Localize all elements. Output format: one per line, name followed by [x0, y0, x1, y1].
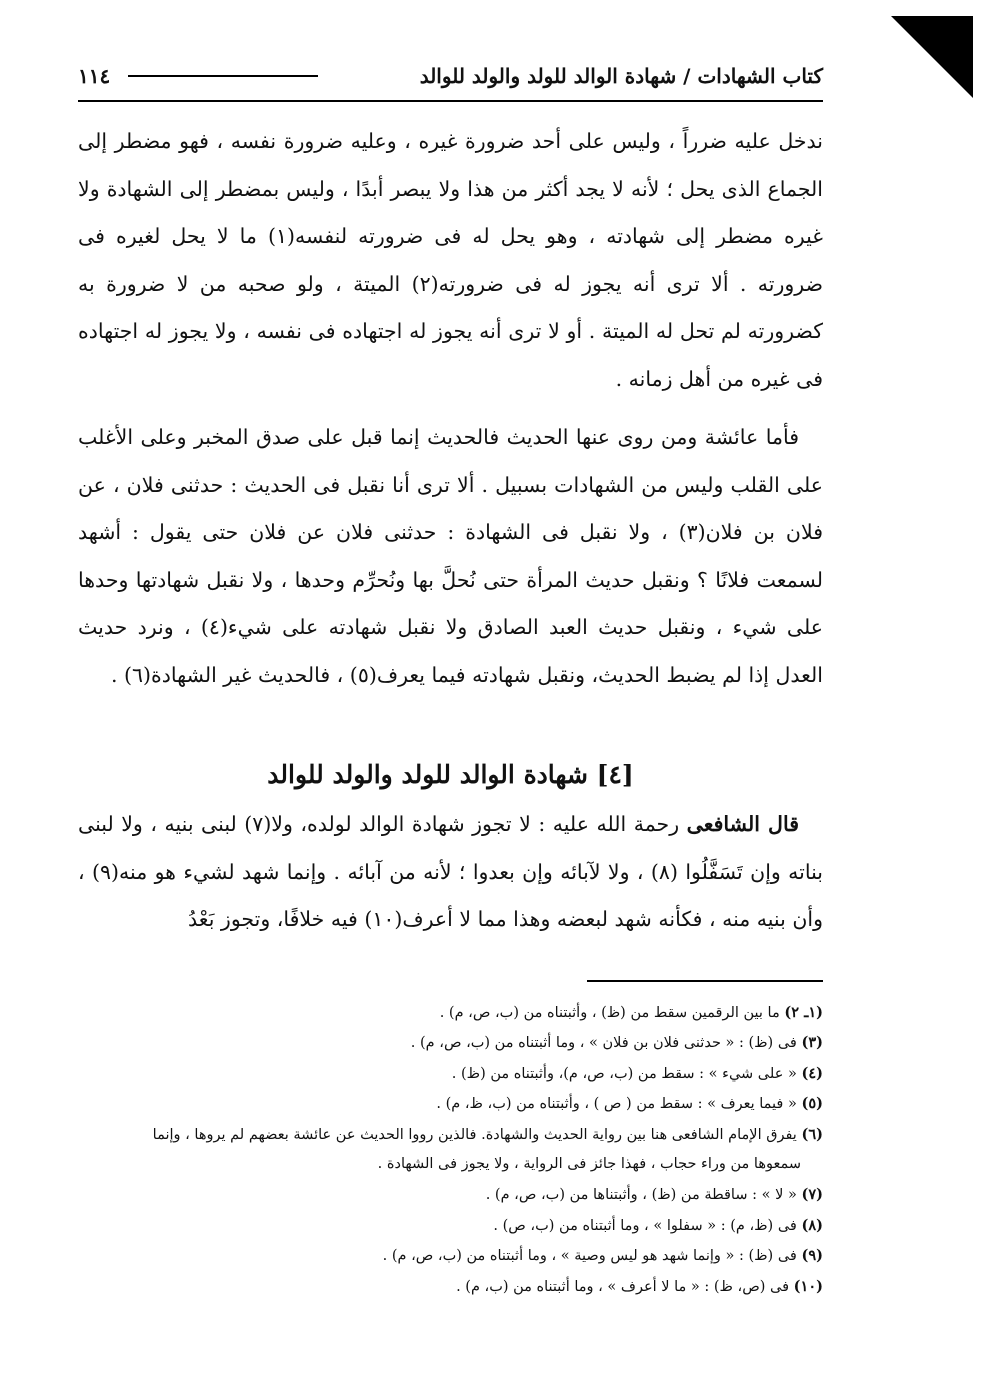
- footnote-3: [78, 1028, 823, 1059]
- footnote-8: [78, 1211, 823, 1242]
- page: [78, 56, 823, 1302]
- footnote-text: فى (ص، ظ) : « ما لا أعرف » ، وما أثبتناه من (ب، م) .: [456, 1278, 790, 1295]
- footnote-text: فى (ظ) : « حدثنى فلان بن فلان » ، وما أثبتناه من (ب، ص، م) .: [410, 1035, 797, 1052]
- footnote-number: (٥): [801, 1095, 823, 1113]
- section-text: رحمة الله عليه : لا تجوز شهادة الوالد لولده، ولا(٧) لبنى بنيه ، ولا لبنى بناته وإن تَسَفَّلُوا (٨) ، ولا لآبائه وإن بعدوا ؛ لأنه من آبائه . وإنما شهد لشيء هو منه(٩) ، وأن بنيه منه ، فكأنه شهد لبعضه وهذا مما لا أعرف(١٠) فيه خلافًا، وتجوز بَعْدُ: [78, 812, 824, 931]
- footnote-divider: [587, 980, 823, 982]
- footnote-text: « لا » : ساقطة من (ظ) ، وأثبتناها من (ب، ص، م) .: [485, 1187, 797, 1204]
- footnote-4: [78, 1059, 823, 1090]
- footnote-number: (٤): [801, 1064, 823, 1082]
- footnote-6: [78, 1120, 823, 1151]
- footnote-number: (٦): [801, 1125, 823, 1143]
- running-head-title: كتاب الشهادات / شهادة الوالد للولد والولد للوالد: [419, 64, 823, 88]
- footnote-text: ما بين الرقمين سقط من (ظ) ، وأثبتناه من (ب، ص، م) .: [439, 1004, 780, 1021]
- footnote-10: [78, 1272, 823, 1303]
- paragraph-1: ندخل عليه ضرراً ، وليس على أحد ضرورة غيره ، وعليه ضرورة نفسه ، فهو مضطر إلى الجماع الذى يحل ؛ لأنه لا يجد أكثر من هذا ولا يبصر أبدًا ، وليس بمضطر إلى الشهادة ولا غيره مضطر إلى شهادته ، وهو يحل له فى ضرورته لنفسه(١) ما لا يحل لغيره فى ضرورته . ألا ترى أنه يجوز له فى ضرورته(٢) الميتة ، ولو صحبه من لا ضرورة به كضرورته لم تحل له الميتة . أو لا ترى أنه يجوز له اجتهاده فى نفسه ، ولا يجوز له اجتهاده فى غيره من أهل زمانه .: [78, 129, 824, 391]
- section-heading: [٤] شهادة الوالد للولد والولد للوالد: [267, 760, 634, 789]
- page-corner-mark: [891, 16, 973, 98]
- footnote-5: [78, 1089, 823, 1120]
- footnote-7: [78, 1180, 823, 1211]
- footnote-number: (٩): [801, 1247, 823, 1265]
- footnotes: [78, 998, 823, 1303]
- footnote-number: (٨): [801, 1216, 823, 1234]
- section-paragraph: [78, 801, 823, 944]
- paragraph-2: فأما عائشة ومن روى عنها الحديث فالحديث إنما قبل على صدق المخبر وعلى الأغلب على القلب وليس من الشهادات بسبيل . ألا ترى أنا نقبل فى الحديث : حدثنى فلان ، عن فلان بن فلان(٣) ، ولا نقبل فى الشهادة : حدثنى فلان عن فلان حتى يقول : أشهد لسمعت فلانًا ؟ ونقبل حديث المرأة حتى نُحلَّ بها ونُحرِّم وحدها ، ولا نقبل شهادتها وحدها على شيء ، ونقبل حديث العبد الصادق ولا نقبل شهادته على شيء(٤) ، ونرد حديث العدل إذا لم يضبط الحديث، ونقبل شهادته فيما يعرف(٥) ، فالحديث غير الشهادة(٦) .: [78, 425, 823, 687]
- footnote-1-2: [78, 998, 823, 1029]
- running-head: [78, 56, 823, 102]
- footnote-text: يفرق الإمام الشافعى هنا بين رواية الحديث والشهادة. فالذين رووا الحديث عن عائشة بعضهم لم يروها ، وإنما: [152, 1126, 797, 1143]
- footnote-number: (١٠): [793, 1277, 823, 1295]
- footnote-text: « على شيء » : سقط من (ب، ص، م)، وأثبتناه من (ظ) .: [451, 1065, 797, 1082]
- footnote-number: (٣): [801, 1034, 823, 1052]
- footnote-9: [78, 1241, 823, 1272]
- section-lead: قال الشافعى: [686, 812, 799, 836]
- footnote-text: فى (ظ) : « وإنما شهد هو ليس وصية » ، وما أثبتناه من (ب، ص، م) .: [382, 1248, 797, 1265]
- footnote-number: (١ـ ٢): [784, 1003, 823, 1021]
- footnote-text: « فيما يعرف » : سقط من ( ص ) ، وأثبتناه من (ب، ظ، م) .: [436, 1096, 797, 1113]
- body-text: [78, 118, 823, 944]
- running-head-page: [78, 64, 328, 88]
- footnote-text: فى (ظ، م) : « سفلوا » ، وما أثبتناه من (ب، ص) .: [493, 1217, 797, 1234]
- page-number: ١١٤: [78, 64, 111, 88]
- footnote-number: (٧): [801, 1186, 823, 1204]
- footnote-6-continuation: سمعوها من وراء حجاب ، فهذا جائز فى الرواية ، ولا يجوز فى الشهادة .: [377, 1156, 801, 1173]
- running-head-rule: [128, 75, 318, 77]
